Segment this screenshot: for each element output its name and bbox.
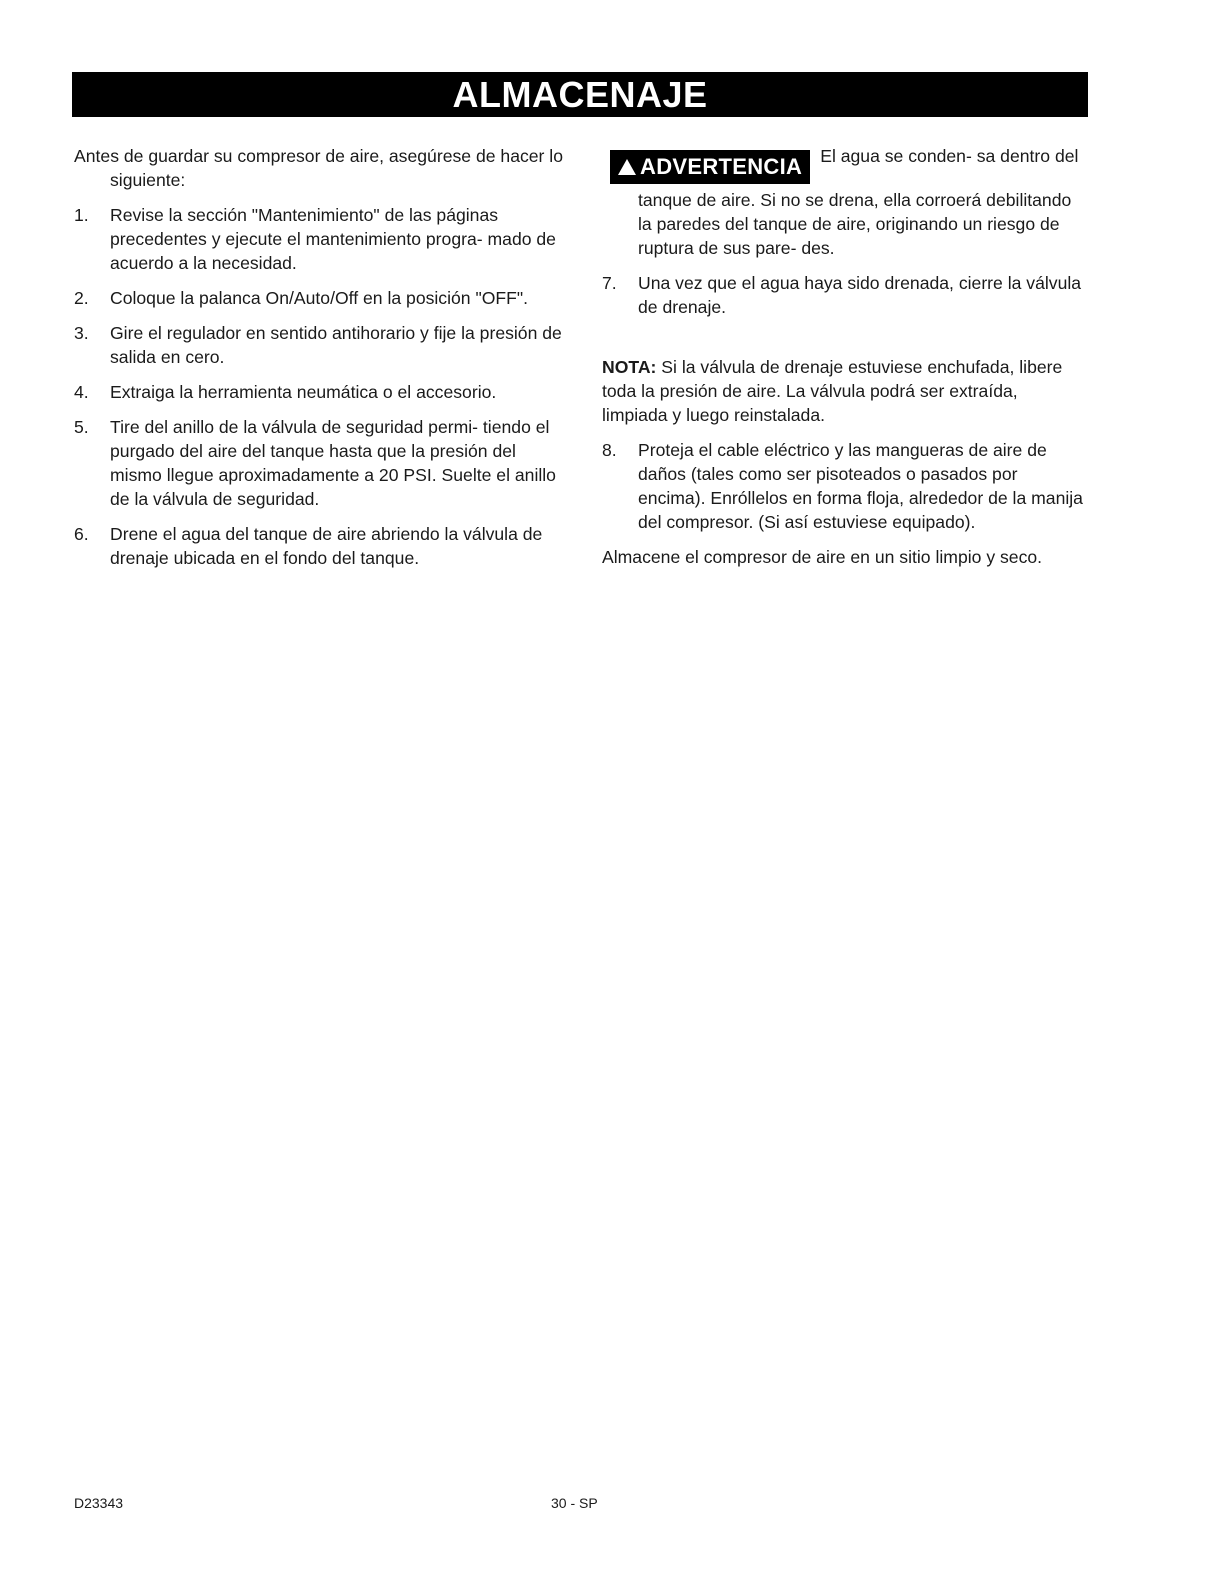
item-text: Proteja el cable eléctrico y las mangueras de aire de daños (tales como ser pisoteados o pasados por encima). Enróllelos en forma floja, alrededor de la manija del compresor. (Si así estuviese equipado).: [638, 440, 1083, 532]
item-number: 3.: [74, 323, 89, 343]
note-text: Si la válvula de drenaje estuviese enchufada, libere toda la presión de aire. La válvula podrá ser extraída, limpiada y luego reinstalada.: [602, 357, 1063, 425]
storage-steps-list: [74, 203, 564, 570]
item-number: 6.: [74, 524, 89, 544]
list-item: [74, 286, 564, 310]
closing-text: Almacene el compresor de aire en un sitio limpio y seco.: [602, 547, 1043, 567]
warning-triangle-icon: [618, 159, 636, 175]
item-text: Gire el regulador en sentido antihorario y fije la presión de salida en cero.: [110, 323, 562, 367]
page-number: 30 - SP: [551, 1495, 598, 1511]
section-title: ALMACENAJE: [72, 72, 1088, 117]
document-code: D23343: [74, 1495, 124, 1511]
list-item: [602, 271, 1088, 319]
list-item: [74, 203, 564, 275]
item-number: 8.: [602, 440, 617, 460]
warning-label: ADVERTENCIA: [640, 154, 803, 179]
list-item: [74, 415, 564, 511]
protect-steps-list: [602, 438, 1088, 534]
item-text: Extraiga la herramienta neumática o el accesorio.: [110, 382, 497, 402]
list-item: [74, 522, 564, 570]
item-number: 4.: [74, 382, 89, 402]
item-text: Tire del anillo de la válvula de seguridad permi- tiendo el purgado del aire del tanque hasta que la presión del mismo llegue aproximadamente a 20 PSI. Suelte el anillo de la válvula de seguridad.: [110, 417, 556, 509]
item-text: Drene el agua del tanque de aire abriendo la válvula de drenaje ubicada en el fondo del tanque.: [110, 524, 543, 568]
list-item: [602, 438, 1088, 534]
item-number: 2.: [74, 288, 89, 308]
list-item: [74, 321, 564, 369]
warning-text-rest: tanque de aire. Si no se drena, ella corroerá debilitando la paredes del tanque de aire, originando un riesgo de ruptura de sus pare- des.: [638, 190, 1072, 258]
item-text: Coloque la palanca On/Auto/Off en la posición "OFF".: [110, 288, 529, 308]
item-text: Una vez que el agua haya sido drenada, cierre la válvula de drenaje.: [638, 273, 1082, 317]
warning-badge: [610, 150, 810, 184]
item-number: 1.: [74, 205, 89, 225]
warning-text-top: El agua se conden- sa dentro del: [820, 146, 1079, 166]
list-item: [74, 380, 564, 404]
right-column: [602, 144, 1088, 569]
item-text: Revise la sección "Mantenimiento" de las páginas precedentes y ejecute el mantenimiento progra- mado de acuerdo a la necesidad.: [110, 205, 556, 273]
item-number: 5.: [74, 417, 89, 437]
intro-text: Antes de guardar su compresor de aire, asegúrese de hacer lo siguiente:: [74, 146, 563, 190]
note-paragraph: [602, 355, 1088, 427]
note-label: NOTA:: [602, 357, 657, 377]
item-number: 7.: [602, 273, 617, 293]
warning-block: [602, 144, 1088, 260]
left-column: [74, 144, 564, 581]
drain-steps-list: [602, 271, 1088, 319]
